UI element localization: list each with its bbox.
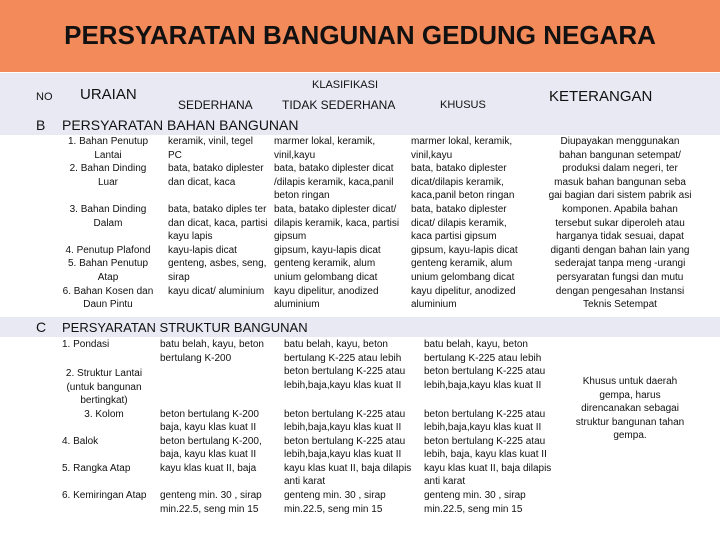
tidak-sederhana-line: bertulang K-225 atau lebih bbox=[284, 352, 402, 364]
c-row3-khusus bbox=[424, 421, 551, 489]
uraian-line: Luar bbox=[97, 176, 118, 188]
tidak-sederhana-line: genteng min. 30 , sirap bbox=[284, 490, 386, 501]
khusus-line: vinil,kayu bbox=[411, 149, 453, 161]
page-title: PERSYARATAN BANGUNAN GEDUNG NEGARA bbox=[64, 20, 656, 50]
tidak-sederhana-line: marmer lokal, keramik, bbox=[274, 136, 376, 147]
section-b-title: PERSYARATAN BAHAN BANGUNAN bbox=[62, 117, 299, 133]
sederhana-line: bertulang K-200 bbox=[160, 352, 232, 364]
c-row3-sederhana bbox=[160, 421, 262, 489]
keterangan-line: masuk bahan bangunan seba bbox=[554, 176, 686, 188]
tidak-sederhana-line: min.22.5, seng min 15 bbox=[284, 503, 383, 515]
sederhana-line: beton bertulang K-200 bbox=[160, 408, 259, 420]
tidak-sederhana-line: beton bertulang K-225 atau bbox=[284, 366, 406, 378]
khusus-line: bata, batako diplester bbox=[411, 163, 507, 175]
keterangan-line: Teknis Setempat bbox=[583, 299, 657, 311]
tidak-sederhana-line: batu belah, kayu, beton bbox=[284, 339, 388, 350]
c-row4-khusus bbox=[424, 489, 526, 516]
keterangan-line: gai bagian dari sistem pabrik asi bbox=[548, 190, 692, 202]
khusus-line: aluminium bbox=[411, 299, 457, 311]
khusus-line: dicat/dilapis keramik, bbox=[411, 176, 504, 188]
sederhana-line bbox=[160, 367, 259, 381]
sederhana-line: genteng min. 30 , sirap bbox=[160, 490, 262, 501]
keterangan-line: dengan pengesahan Instansi bbox=[555, 285, 685, 297]
sederhana-line: kayu dicat/ aluminium bbox=[168, 285, 265, 297]
keterangan-line: Diupayakan menggunakan bbox=[560, 136, 680, 147]
sederhana-line: dan dicat, kaca bbox=[168, 176, 236, 188]
sederhana-line bbox=[160, 475, 262, 489]
khusus-line: lebih, baja, kayu klas kuat II bbox=[424, 449, 547, 461]
c-row1-sederhana bbox=[160, 338, 264, 365]
tidak-sederhana-line: lebih,baja,kayu klas kuat II bbox=[284, 422, 402, 433]
tidak-sederhana-line: aluminium bbox=[274, 299, 320, 311]
keterangan-line: Khusus untuk daerah bbox=[582, 376, 678, 387]
khusus-line: bata, batako diplester bbox=[411, 203, 507, 215]
khusus-line: bertulang K-225 atau lebih bbox=[424, 352, 542, 364]
tidak-sederhana-line: gipsum bbox=[274, 231, 307, 243]
khusus-line: gipsum, kayu-lapis dicat bbox=[411, 244, 518, 256]
section-b-uraian bbox=[56, 135, 160, 312]
khusus-line: beton bertulang K-225 atau bbox=[424, 435, 546, 447]
uraian-line: 2. Struktur Lantai bbox=[65, 368, 143, 379]
tidak-sederhana-line: vinil,kayu bbox=[274, 149, 316, 161]
keterangan-line: sederajat tanpa meng -urangi bbox=[554, 258, 686, 270]
uraian-line bbox=[56, 189, 160, 203]
uraian-line bbox=[62, 503, 147, 517]
uraian-line: 4. Penutup Plafond bbox=[65, 244, 151, 256]
header-keterangan: KETERANGAN bbox=[549, 88, 653, 105]
uraian-line: Dalam bbox=[93, 217, 123, 229]
uraian-line bbox=[62, 475, 130, 489]
khusus-line: marmer lokal, keramik, bbox=[411, 136, 513, 147]
section-b-sederhana bbox=[168, 135, 268, 312]
khusus-line: beton bertulang K-225 atau bbox=[424, 366, 546, 378]
khusus-line bbox=[424, 394, 545, 408]
tidak-sederhana-line: genteng keramik, alum bbox=[274, 258, 376, 270]
sederhana-line: baja, kayu klas kuat II bbox=[160, 422, 257, 433]
uraian-line: 1. Bahan Penutup bbox=[67, 136, 149, 147]
sederhana-line: sirap bbox=[168, 271, 190, 283]
khusus-line: dicat/ dilapis keramik, bbox=[411, 217, 507, 229]
sederhana-line: PC bbox=[168, 149, 182, 161]
sederhana-line: bata, batako diplester bbox=[168, 163, 264, 175]
sederhana-line: bata, batako diples ter bbox=[168, 203, 267, 215]
keterangan-line: gempa. bbox=[613, 430, 647, 442]
tidak-sederhana-line: kayu dipelitur, anodized bbox=[274, 285, 379, 297]
keterangan-line: struktur bangunan tahan bbox=[575, 416, 685, 428]
header-tidak-sederhana: TIDAK SEDERHANA bbox=[282, 98, 396, 112]
sederhana-line: kayu klas kuat II, baja bbox=[160, 462, 257, 474]
tidak-sederhana-line: dilapis keramik, kaca, partisi bbox=[274, 217, 400, 229]
c-row4-uraian bbox=[62, 489, 147, 516]
khusus-line: min.22.5, seng min 15 bbox=[424, 503, 523, 515]
tidak-sederhana-line bbox=[284, 381, 405, 395]
keterangan-line: harganya tidak sesuai, dapat bbox=[556, 231, 684, 243]
sederhana-line: keramik, vinil, tegel bbox=[168, 136, 254, 147]
uraian-line: 1. Pondasi bbox=[62, 339, 110, 350]
keterangan-line: direncanakan sebagai bbox=[581, 403, 679, 415]
tidak-sederhana-line: bata, batako diplester dicat/ bbox=[274, 203, 397, 215]
tidak-sederhana-line: kayu klas kuat II, baja dilapis bbox=[284, 462, 412, 474]
uraian-line: 5. Rangka Atap bbox=[62, 462, 131, 474]
tidak-sederhana-line: /dilapis keramik, kaca,panil bbox=[274, 176, 394, 188]
c-row3-uraian bbox=[62, 421, 130, 489]
sederhana-line: baja, kayu klas kuat II bbox=[160, 449, 257, 461]
khusus-line: kayu dipelitur, anodized bbox=[411, 285, 516, 297]
uraian-line: 3. Bahan Dinding bbox=[69, 203, 147, 215]
sederhana-line: batu belah, kayu, beton bbox=[160, 339, 264, 350]
sederhana-line bbox=[168, 189, 268, 203]
uraian-line: 6. Kemiringan Atap bbox=[62, 490, 147, 501]
sederhana-line bbox=[168, 298, 268, 312]
header-khusus: KHUSUS bbox=[440, 99, 486, 111]
uraian-line bbox=[62, 448, 130, 462]
sederhana-line: dan dicat, kaca, partisi bbox=[168, 217, 268, 229]
khusus-line: genteng min. 30 , sirap bbox=[424, 490, 526, 501]
tidak-sederhana-line: beton bertulang K-225 atau bbox=[284, 435, 406, 447]
uraian-line bbox=[62, 421, 130, 435]
khusus-line: lebih,baja,kayu klas kuat II bbox=[424, 422, 542, 433]
c-row2-uraian bbox=[56, 367, 152, 421]
header-sederhana: SEDERHANA bbox=[178, 98, 253, 112]
tidak-sederhana-line: beton ringan bbox=[274, 190, 330, 202]
header-no: NO bbox=[36, 91, 53, 103]
uraian-line: 6. Bahan Kosen dan bbox=[62, 285, 154, 297]
section-c-letter: C bbox=[36, 319, 47, 335]
uraian-line: Lantai bbox=[94, 149, 122, 161]
c-row3-tidak-sederhana bbox=[284, 421, 411, 489]
uraian-line: bertingkat) bbox=[80, 395, 128, 407]
tidak-sederhana-line: bata, batako diplester dicat bbox=[274, 163, 394, 175]
khusus-line: kaca partisi gipsum bbox=[411, 231, 497, 243]
section-b-tidak-sederhana bbox=[274, 135, 399, 312]
uraian-line: 3. Kolom bbox=[84, 408, 124, 420]
keterangan-line: tersebut sukar diperoleh atau bbox=[555, 217, 685, 229]
sederhana-line bbox=[160, 394, 259, 408]
khusus-line: beton bertulang K-225 atau bbox=[424, 408, 546, 420]
khusus-line bbox=[424, 381, 545, 395]
sederhana-line: kayu lapis bbox=[168, 231, 213, 243]
tidak-sederhana-line: gipsum, kayu-lapis dicat bbox=[274, 244, 381, 256]
section-b-keterangan bbox=[530, 135, 710, 312]
uraian-line: Atap bbox=[97, 271, 119, 283]
tidak-sederhana-line: lebih,baja,kayu klas kuat II bbox=[284, 449, 402, 461]
tidak-sederhana-line bbox=[284, 394, 405, 408]
tidak-sederhana-line: unium gelombang dicat bbox=[274, 271, 378, 283]
uraian-line: 5. Bahan Penutup bbox=[67, 258, 149, 270]
keterangan-line: persyaratan fungsi dan mutu bbox=[556, 271, 684, 283]
c-row1-uraian bbox=[62, 338, 109, 352]
c-row2-khusus bbox=[424, 367, 545, 421]
keterangan-line: gempa, harus bbox=[599, 389, 661, 401]
khusus-line: kayu klas kuat II, baja dilapis bbox=[424, 462, 552, 474]
tidak-sederhana-line: anti karat bbox=[284, 476, 326, 488]
c-row2-tidak-sederhana bbox=[284, 367, 405, 421]
sederhana-line bbox=[160, 381, 259, 395]
uraian-line: (untuk bangunan bbox=[66, 381, 142, 393]
uraian-line: 4. Balok bbox=[62, 435, 99, 447]
header-klasifikasi: KLASIFIKASI bbox=[312, 79, 379, 91]
section-c-title: PERSYARATAN STRUKTUR BANGUNAN bbox=[62, 320, 308, 335]
khusus-line: unium gelombang dicat bbox=[411, 271, 515, 283]
uraian-line bbox=[56, 230, 160, 244]
keterangan-line: bahan bangunan setempat/ bbox=[559, 149, 681, 161]
khusus-line: batu belah, kayu, beton bbox=[424, 339, 528, 350]
khusus-line: kaca,panil beton ringan bbox=[411, 190, 515, 202]
sederhana-line: kayu-lapis dicat bbox=[168, 244, 237, 256]
tidak-sederhana-line: beton bertulang K-225 atau bbox=[284, 408, 406, 420]
section-b-letter: B bbox=[36, 117, 46, 133]
sederhana-line: beton bertulang K-200, bbox=[160, 435, 262, 447]
section-c-keterangan bbox=[555, 375, 705, 443]
khusus-line bbox=[424, 367, 545, 381]
tidak-sederhana-line bbox=[284, 367, 405, 381]
c-row4-tidak-sederhana bbox=[284, 489, 386, 516]
keterangan-line: komponen. Apabila bahan bbox=[562, 203, 678, 215]
sederhana-line: genteng, asbes, seng, bbox=[168, 258, 267, 270]
khusus-line: genteng keramik, alum bbox=[411, 258, 513, 270]
section-b-khusus bbox=[411, 135, 518, 312]
khusus-line: lebih,baja,kayu klas kuat II bbox=[424, 379, 542, 391]
c-row4-sederhana bbox=[160, 489, 262, 516]
keterangan-line: produksi dalam negeri, ter bbox=[562, 163, 678, 175]
header-uraian: URAIAN bbox=[80, 86, 137, 103]
tidak-sederhana-line: lebih,baja,kayu klas kuat II bbox=[284, 379, 402, 391]
uraian-line: 2. Bahan Dinding bbox=[69, 163, 147, 175]
keterangan-line: diganti dengan bahan lain yang bbox=[550, 244, 690, 256]
sederhana-line: min.22.5, seng min 15 bbox=[160, 503, 259, 515]
c-row2-sederhana bbox=[160, 367, 259, 421]
uraian-line: Daun Pintu bbox=[83, 299, 133, 311]
khusus-line: anti karat bbox=[424, 476, 466, 488]
